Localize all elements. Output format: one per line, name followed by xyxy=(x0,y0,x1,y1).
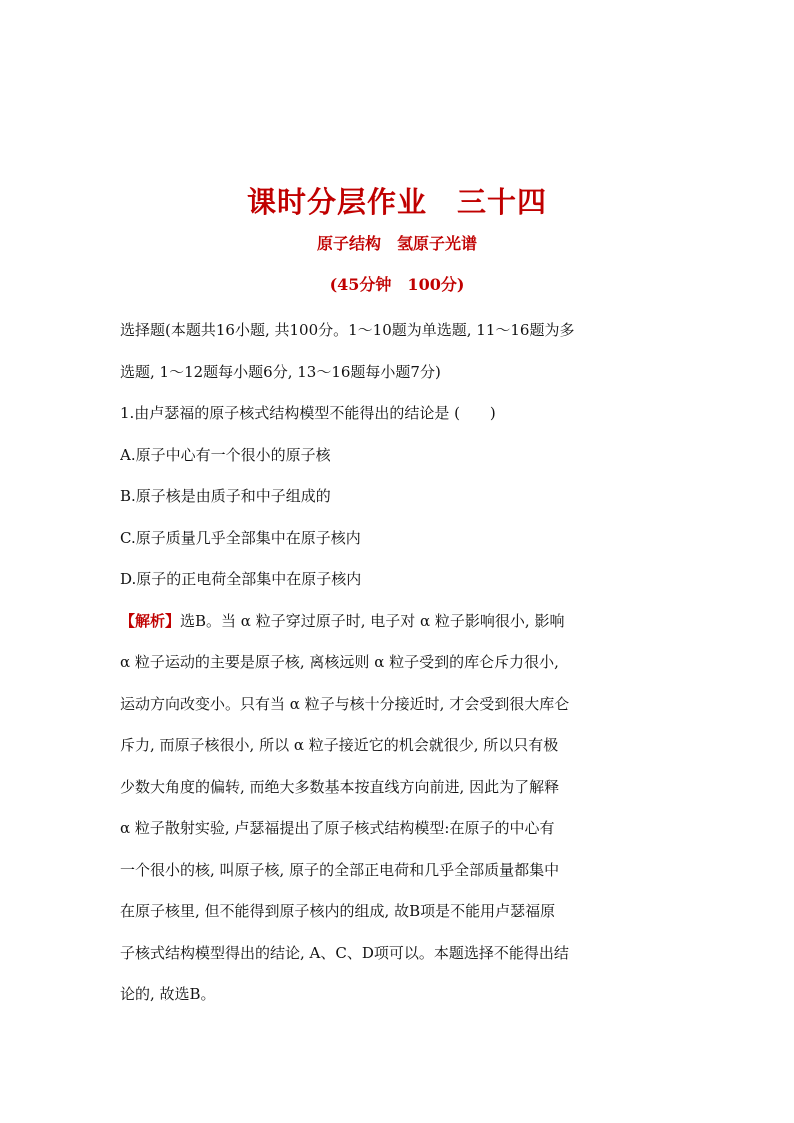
content-body xyxy=(120,310,680,1016)
page-title: 课时分层作业 三十四 xyxy=(246,185,547,219)
instructions-line-1: 选择题(本题共16小题, 共100分。1～10题为单选题, 11～16题为多 xyxy=(120,321,575,339)
option-a: A.原子中心有一个很小的原子核 xyxy=(120,445,331,464)
analysis-line: 少数大角度的偏转, 而绝大多数基本按直线方向前进, 因此为了解释 xyxy=(120,777,560,796)
analysis-first-line: 选B。当 α 粒子穿过原子时, 电子对 α 粒子影响很小, 影响 xyxy=(180,611,565,630)
analysis-line: 斥力, 而原子核很小, 所以 α 粒子接近它的机会就很少, 所以只有极 xyxy=(120,736,559,754)
analysis-tag: 【解析】 xyxy=(120,611,181,630)
analysis-line: 子核式结构模型得出的结论, A、C、D项可以。本题选择不能得出结 xyxy=(120,943,569,962)
time-score-info: (45分钟 100分) xyxy=(329,275,465,294)
option-b: B.原子核是由质子和中子组成的 xyxy=(120,487,331,505)
option-c: C.原子质量几乎全部集中在原子核内 xyxy=(120,528,361,547)
analysis-line-1 xyxy=(120,601,680,643)
question-stem: 1.由卢瑟福的原子核式结构模型不能得出的结论是 ( ) xyxy=(120,404,496,422)
page-subtitle: 原子结构 氢原子光谱 xyxy=(316,234,477,253)
analysis-line: 论的, 故选B。 xyxy=(120,985,216,1003)
option-d: D.原子的正电荷全部集中在原子核内 xyxy=(120,570,362,588)
analysis-line: 运动方向改变小。只有当 α 粒子与核十分接近时, 才会受到很大库仑 xyxy=(120,694,570,713)
analysis-line: 在原子核里, 但不能得到原子核内的组成, 故B项是不能用卢瑟福原 xyxy=(120,902,556,920)
analysis-line: 一个很小的核, 叫原子核, 原子的全部正电荷和几乎全部质量都集中 xyxy=(120,860,560,879)
analysis-line: α 粒子散射实验, 卢瑟福提出了原子核式结构模型:在原子的中心有 xyxy=(120,819,555,837)
instructions-line-2: 选题, 1～12题每小题6分, 13～16题每小题7分) xyxy=(120,362,441,381)
analysis-line: α 粒子运动的主要是原子核, 离核远则 α 粒子受到的库仑斥力很小, xyxy=(120,653,559,671)
